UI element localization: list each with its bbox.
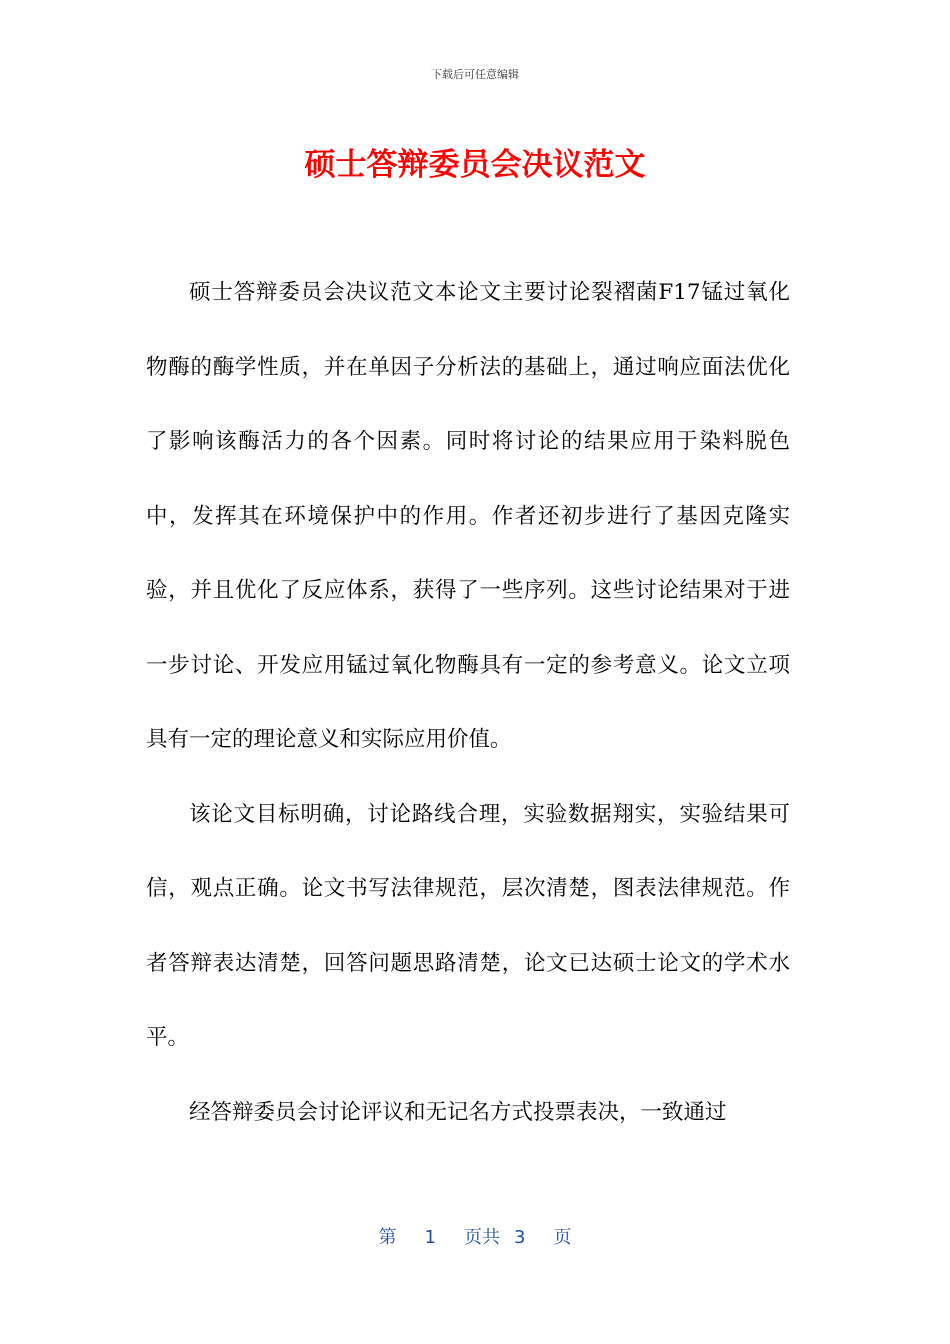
header-note: 下载后可任意编辑: [431, 68, 519, 81]
footer-prefix: 第: [378, 1227, 397, 1248]
footer-total-pages: 3: [514, 1227, 526, 1248]
paragraph-2: 该论文目标明确，讨论路线合理，实验数据翔实，实验结果可信，观点正确。论文书写法律规范，层次清楚，图表法律规范。作者答辩表达清楚，回答问题思路清楚，论文已达硕士论文的学术水平。: [146, 801, 790, 1050]
footer-middle: 页共: [464, 1227, 500, 1248]
paragraph-1: 硕士答辩委员会决议范文本论文主要讨论裂褶菌F17锰过氧化物酶的酶学性质，并在单因子分析法的基础上，通过响应面法优化了影响该酶活力的各个因素。同时将讨论的结果应用于染料脱色中，发挥其在环境保护中的作用。作者还初步进行了基因克隆实验，并且优化了反应体系，获得了一些序列。这些讨论结果对于进一步讨论、开发应用锰过氧化物酶具有一定的参考意义。论文立项具有一定的理论意义和实际应用价值。: [146, 280, 790, 752]
footer-suffix: 页: [553, 1227, 572, 1248]
document-title: 硕士答辩委员会决议范文: [304, 147, 646, 183]
page-footer: [0, 1224, 950, 1252]
footer-current-page: 1: [424, 1227, 436, 1248]
document-body: [146, 256, 790, 1150]
paragraph-3: 经答辩委员会讨论评议和无记名方式投票表决，一致通过: [189, 1099, 727, 1125]
